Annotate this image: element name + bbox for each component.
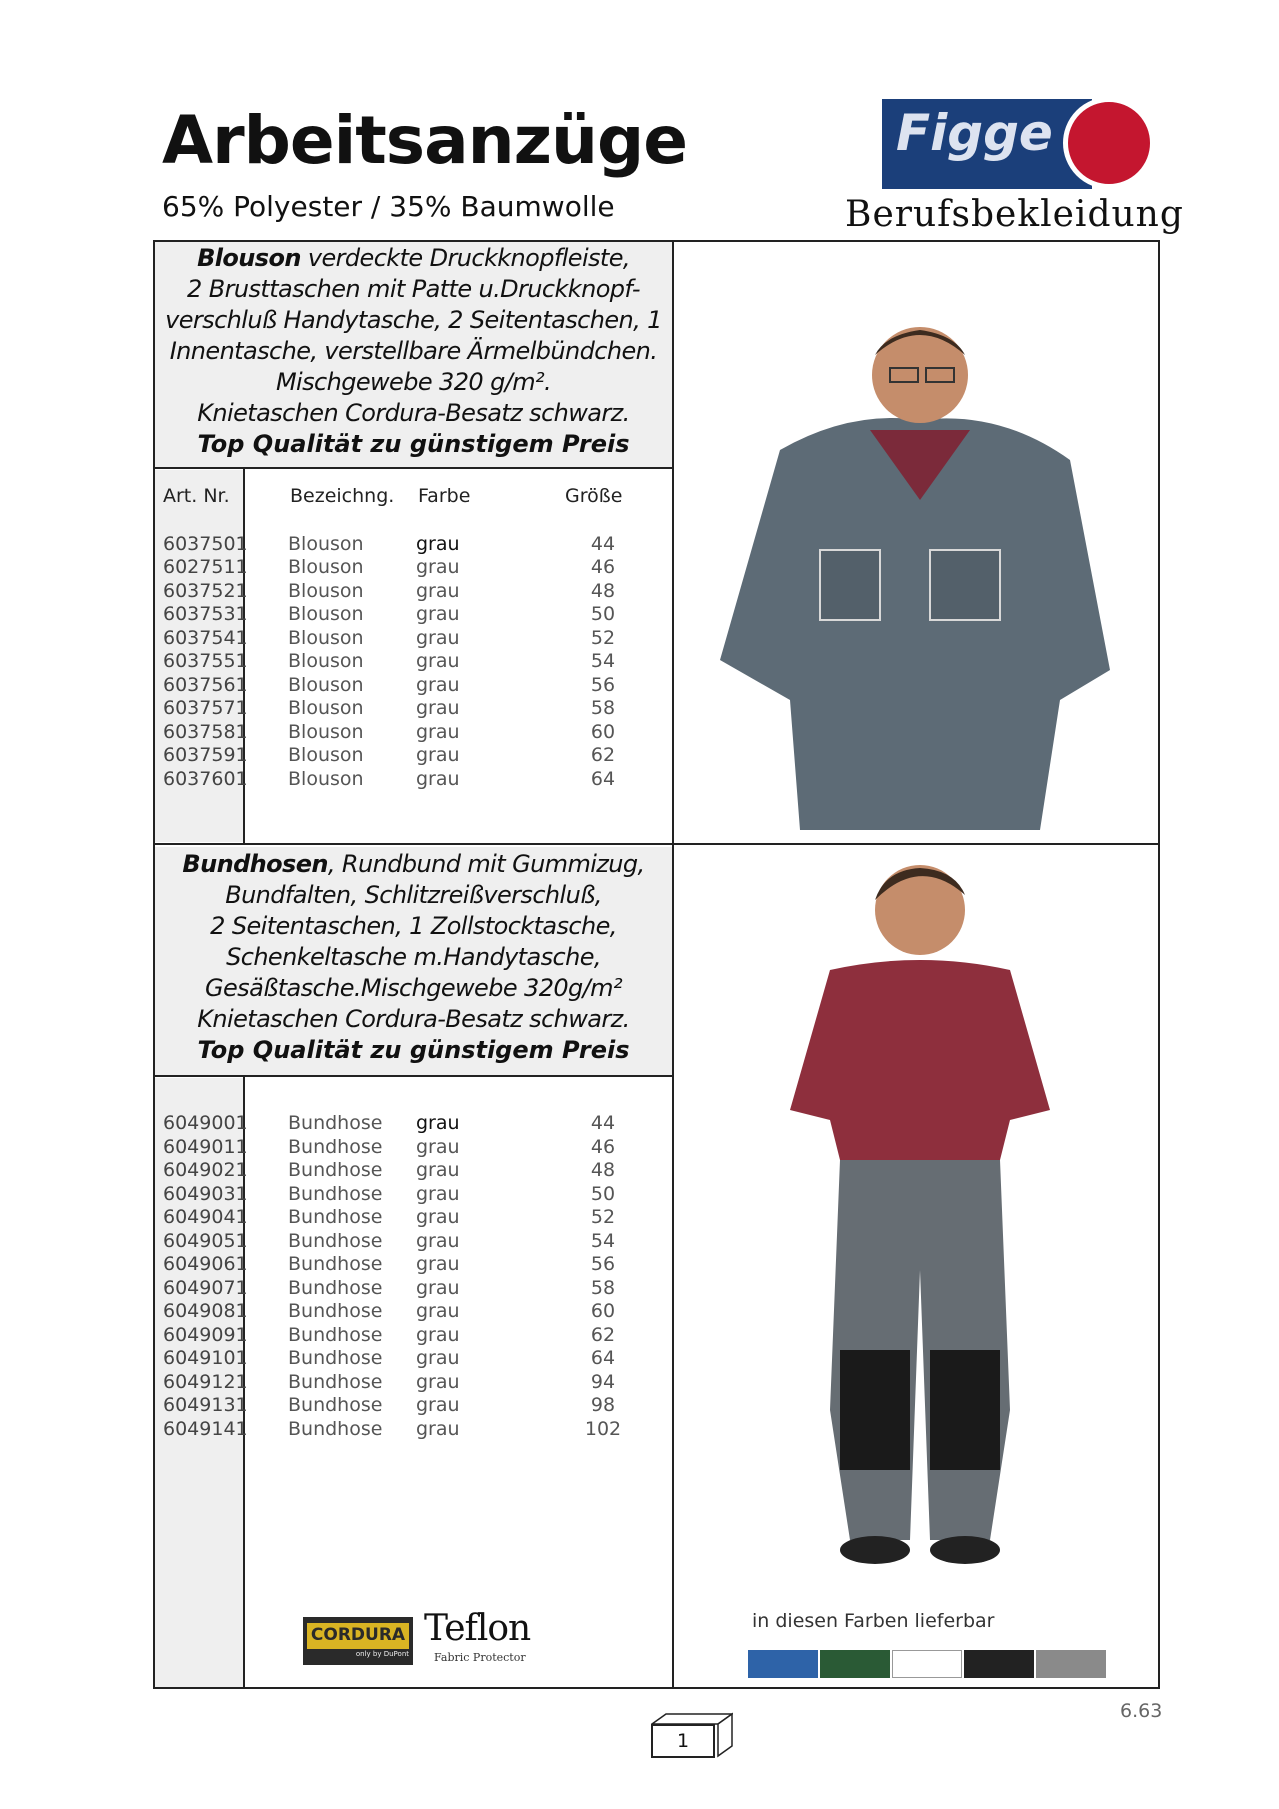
bundhose-cell-farbe: grau <box>416 1135 460 1158</box>
blouson-cell-farbe: grau <box>416 556 460 578</box>
figge-logo-text: Figge <box>896 104 1053 162</box>
blouson-rows <box>153 533 673 792</box>
blouson-row <box>153 650 673 674</box>
blouson-row <box>153 697 673 721</box>
blouson-tagline: Top Qualität zu günstigem Preis <box>197 430 630 458</box>
blouson-cell-farbe: grau <box>416 673 460 696</box>
blouson-row <box>153 721 673 745</box>
blouson-cell-art-nr: 6037561 <box>163 673 248 696</box>
blouson-cell-farbe: grau <box>416 720 460 743</box>
bundhose-row <box>153 1112 673 1136</box>
bundhose-cell-groesse: 50 <box>590 1182 616 1205</box>
blouson-cell-groesse: 64 <box>590 767 616 790</box>
bundhose-cell-groesse: 60 <box>590 1300 616 1322</box>
cordura-logo-sub: only by DuPont <box>355 1650 409 1658</box>
center-divider <box>672 240 674 1689</box>
blouson-cell-art-nr: 6037601 <box>163 767 248 790</box>
blouson-cell-farbe: grau <box>416 697 460 719</box>
blouson-cell-farbe: grau <box>416 767 460 790</box>
blouson-cell-bezeichnung: Blouson <box>288 603 364 625</box>
blouson-cell-art-nr: 6037521 <box>163 579 248 602</box>
figge-logo-circle <box>1063 97 1155 189</box>
blouson-cell-art-nr: 6037581 <box>163 720 248 743</box>
col-groesse: Größe <box>565 485 623 507</box>
bundhose-cell-farbe: grau <box>416 1182 460 1205</box>
color-swatch-green <box>820 1650 890 1678</box>
blouson-cell-art-nr: 6037531 <box>163 603 248 625</box>
blouson-cell-bezeichnung: Blouson <box>288 697 364 719</box>
blouson-cell-farbe: grau <box>416 650 460 672</box>
blouson-cell-groesse: 48 <box>590 579 616 602</box>
blouson-desc-line-1: 2 Brusttaschen mit Patte u.Druckknopf- <box>187 275 640 303</box>
bundhose-rows <box>153 1112 673 1441</box>
bundhose-cell-farbe: grau <box>416 1394 460 1416</box>
bundhose-cell-art-nr: 6049011 <box>163 1135 248 1158</box>
bundhose-cell-art-nr: 6049021 <box>163 1159 248 1181</box>
bundhose-cell-art-nr: 6049101 <box>163 1347 248 1369</box>
blouson-cell-bezeichnung: Blouson <box>288 626 364 649</box>
bundhose-cell-art-nr: 6049081 <box>163 1300 248 1322</box>
bundhose-row <box>153 1206 673 1230</box>
bundhose-row <box>153 1230 673 1254</box>
bundhose-row <box>153 1277 673 1301</box>
bundhose-cell-art-nr: 6049091 <box>163 1323 248 1346</box>
bundhose-desc-line-0: , Rundbund mit Gummizug, <box>327 850 645 878</box>
bundhose-cell-farbe: grau <box>416 1347 460 1369</box>
bundhose-cell-bezeichnung: Bundhose <box>288 1182 383 1205</box>
blouson-cell-bezeichnung: Blouson <box>288 767 364 790</box>
bundhose-cell-art-nr: 6049131 <box>163 1394 248 1416</box>
section-divider <box>153 843 1160 845</box>
blouson-desc-line-2: verschluß Handytasche, 2 Seitentaschen, 1 <box>165 306 662 334</box>
bundhose-cell-bezeichnung: Bundhose <box>288 1347 383 1369</box>
blouson-cell-art-nr: 6037591 <box>163 744 248 766</box>
blouson-cell-bezeichnung: Blouson <box>288 579 364 602</box>
blouson-desc-line-4: Mischgewebe 320 g/m². <box>275 368 552 396</box>
blouson-cell-art-nr: 6037501 <box>163 532 248 555</box>
blouson-row <box>153 674 673 698</box>
color-swatch-grey <box>1036 1650 1106 1678</box>
bundhose-cell-farbe: grau <box>416 1300 460 1322</box>
bundhose-cell-farbe: grau <box>416 1276 460 1299</box>
blouson-cell-groesse: 62 <box>590 744 616 766</box>
bundhose-cell-groesse: 46 <box>590 1135 616 1158</box>
bundhose-row <box>153 1394 673 1418</box>
blouson-row <box>153 580 673 604</box>
blouson-cell-groesse: 58 <box>590 697 616 719</box>
bundhose-cell-bezeichnung: Bundhose <box>288 1253 383 1275</box>
bundhose-cell-art-nr: 6049141 <box>163 1417 248 1440</box>
bundhose-cell-farbe: grau <box>416 1159 460 1181</box>
bundhose-desc-line-3: Schenkeltasche m.Handytasche, <box>226 943 601 971</box>
bundhose-cell-groesse: 52 <box>590 1206 616 1228</box>
bundhose-row <box>153 1371 673 1395</box>
blouson-photo <box>700 300 1140 840</box>
bundhose-cell-bezeichnung: Bundhose <box>288 1370 383 1393</box>
color-swatch-black <box>964 1650 1034 1678</box>
bundhose-cell-groesse: 44 <box>590 1112 616 1134</box>
page-title: Arbeitsanzüge <box>162 102 688 179</box>
blouson-cell-bezeichnung: Blouson <box>288 650 364 672</box>
bundhose-cell-bezeichnung: Bundhose <box>288 1394 383 1416</box>
bundhose-cell-art-nr: 6049041 <box>163 1206 248 1228</box>
bundhose-table <box>153 1112 673 1441</box>
blouson-cell-groesse: 50 <box>590 603 616 625</box>
blouson-cell-bezeichnung: Blouson <box>288 556 364 578</box>
bundhose-cell-groesse: 48 <box>590 1159 616 1181</box>
bundhose-cell-farbe: grau <box>416 1417 460 1440</box>
bundhose-cell-farbe: grau <box>416 1112 460 1134</box>
bundhose-cell-art-nr: 6049121 <box>163 1370 248 1393</box>
colors-label: in diesen Farben lieferbar <box>752 1610 995 1632</box>
blouson-table <box>153 485 673 791</box>
blouson-cell-farbe: grau <box>416 744 460 766</box>
col-artnr: Art. Nr. <box>163 485 230 507</box>
blouson-cell-groesse: 60 <box>590 720 616 743</box>
bundhose-cell-groesse: 64 <box>590 1347 616 1369</box>
blouson-cell-bezeichnung: Blouson <box>288 532 364 555</box>
bundhose-cell-bezeichnung: Bundhose <box>288 1300 383 1322</box>
bundhose-cell-bezeichnung: Bundhose <box>288 1323 383 1346</box>
bundhose-cell-art-nr: 6049031 <box>163 1182 248 1205</box>
blouson-description <box>155 242 672 468</box>
blouson-row <box>153 768 673 792</box>
cordura-logo-text: CORDURA <box>310 1625 406 1645</box>
bundhose-desc-line-1: Bundfalten, Schlitzreißverschluß, <box>225 881 602 909</box>
bundhose-cell-groesse: 98 <box>590 1394 616 1416</box>
blouson-table-header <box>153 485 673 509</box>
blouson-cell-farbe: grau <box>416 626 460 649</box>
blouson-row <box>153 556 673 580</box>
blouson-row <box>153 603 673 627</box>
blouson-cell-bezeichnung: Blouson <box>288 744 364 766</box>
blouson-cell-groesse: 52 <box>590 626 616 649</box>
blouson-cell-bezeichnung: Blouson <box>288 673 364 696</box>
col-bezeichnung: Bezeichng. <box>290 485 395 507</box>
blouson-desc-line-3: Innentasche, verstellbare Ärmelbündchen. <box>169 337 658 365</box>
blouson-cell-bezeichnung: Blouson <box>288 720 364 743</box>
bundhose-desc-line-2: 2 Seitentaschen, 1 Zollstocktasche, <box>210 912 617 940</box>
bundhose-desc-bold: Bundhosen <box>182 850 328 878</box>
blouson-desc-line-0: verdeckte Druckknopfleiste, <box>300 244 630 272</box>
bundhose-desc-line-4: Gesäßtasche.Mischgewebe 320g/m² <box>205 974 622 1002</box>
blouson-cell-groesse: 54 <box>590 650 616 672</box>
blouson-cell-art-nr: 6037551 <box>163 650 248 672</box>
bundhose-row <box>153 1136 673 1160</box>
bundhose-row <box>153 1159 673 1183</box>
bundhose-cell-bezeichnung: Bundhose <box>288 1206 383 1228</box>
bundhose-cell-bezeichnung: Bundhose <box>288 1135 383 1158</box>
blouson-cell-groesse: 44 <box>590 532 616 555</box>
color-swatch-blue <box>748 1650 818 1678</box>
bundhose-cell-groesse: 54 <box>590 1229 616 1252</box>
bundhose-row <box>153 1324 673 1348</box>
bundhose-tagline: Top Qualität zu günstigem Preis <box>197 1036 630 1064</box>
bundhose-cell-bezeichnung: Bundhose <box>288 1159 383 1181</box>
blouson-cell-art-nr: 6037571 <box>163 697 248 719</box>
bundhose-row <box>153 1347 673 1371</box>
bundhose-cell-groesse: 62 <box>590 1323 616 1346</box>
bundhose-cell-farbe: grau <box>416 1206 460 1228</box>
bundhose-row <box>153 1183 673 1207</box>
bundhose-description <box>155 847 672 1077</box>
blouson-cell-farbe: grau <box>416 579 460 602</box>
bundhose-cell-groesse: 58 <box>590 1276 616 1299</box>
blouson-row <box>153 744 673 768</box>
bundhose-cell-bezeichnung: Bundhose <box>288 1276 383 1299</box>
page-subtitle: 65% Polyester / 35% Baumwolle <box>162 190 615 223</box>
bundhose-desc-divider <box>153 1075 674 1077</box>
bundhose-cell-farbe: grau <box>416 1253 460 1275</box>
blouson-desc-bold: Blouson <box>197 244 301 272</box>
cordura-logo <box>303 1617 413 1665</box>
blouson-cell-art-nr: 6037541 <box>163 626 248 649</box>
blouson-row <box>153 533 673 557</box>
brand-subtitle: Berufsbekleidung <box>845 194 1184 235</box>
bundhose-cell-art-nr: 6049051 <box>163 1229 248 1252</box>
blouson-row <box>153 627 673 651</box>
col-farbe: Farbe <box>418 485 471 507</box>
color-swatch-white <box>892 1650 962 1678</box>
teflon-logo: Teflon <box>424 1608 531 1649</box>
bundhose-desc-line-5: Knietaschen Cordura-Besatz schwarz. <box>197 1005 630 1033</box>
blouson-desc-divider <box>153 467 674 469</box>
bundhose-row <box>153 1300 673 1324</box>
blouson-cell-groesse: 46 <box>590 556 616 578</box>
bundhose-row <box>153 1418 673 1442</box>
bundhose-cell-art-nr: 6049061 <box>163 1253 248 1275</box>
teflon-logo-sub: Fabric Protector <box>434 1651 526 1664</box>
blouson-cell-art-nr: 6027511 <box>163 556 248 578</box>
bundhose-cell-groesse: 56 <box>590 1253 616 1275</box>
bundhose-cell-art-nr: 6049001 <box>163 1112 248 1134</box>
bundhose-cell-groesse: 94 <box>590 1370 616 1393</box>
bundhose-cell-farbe: grau <box>416 1229 460 1252</box>
bundhose-cell-farbe: grau <box>416 1323 460 1346</box>
bundhose-cell-groesse: 102 <box>584 1417 622 1440</box>
bundhose-cell-art-nr: 6049071 <box>163 1276 248 1299</box>
blouson-cell-groesse: 56 <box>590 673 616 696</box>
bundhose-photo <box>760 850 1080 1610</box>
blouson-cell-farbe: grau <box>416 532 460 555</box>
bundhose-cell-bezeichnung: Bundhose <box>288 1112 383 1134</box>
page-number: 1 <box>651 1724 715 1758</box>
page-reference: 6.63 <box>1120 1700 1163 1722</box>
blouson-cell-farbe: grau <box>416 603 460 625</box>
bundhose-cell-bezeichnung: Bundhose <box>288 1417 383 1440</box>
blouson-desc-line-5: Knietaschen Cordura-Besatz schwarz. <box>197 399 630 427</box>
bundhose-cell-farbe: grau <box>416 1370 460 1393</box>
bundhose-cell-bezeichnung: Bundhose <box>288 1229 383 1252</box>
bundhose-row <box>153 1253 673 1277</box>
